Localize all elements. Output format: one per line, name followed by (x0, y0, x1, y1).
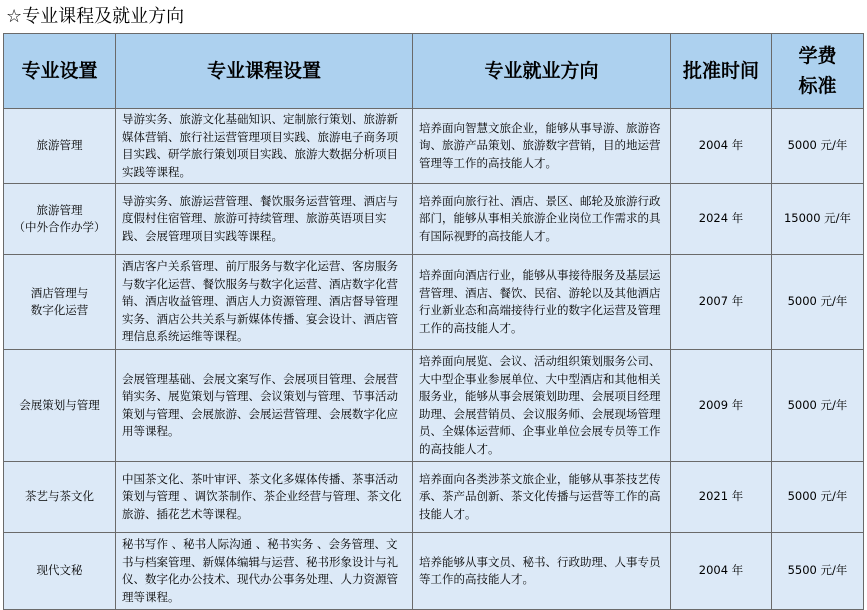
courses-cell: 会展管理基础、会展文案写作、会展项目管理、会展营销实务、展览策划与管理、会议策划与管理、节事活动策划与管理、会展旅游、会展运营管理、会展数字化应用等课程。 (116, 350, 413, 462)
table-row (4, 255, 864, 350)
employment-cell: 培养面向酒店行业，能够从事接待服务及基层运营管理、酒店、餐饮、民宿、游轮以及其他酒店行业新业态和高端接待行业的数字化运营及管理工作的高技能人才。 (413, 255, 671, 350)
major-cell: 酒店管理与 数字化运营 (4, 255, 116, 350)
major-cell: 旅游管理 （中外合作办学） (4, 184, 116, 255)
courses-cell: 中国茶文化、茶叶审评、茶文化多媒体传播、茶事活动策划与管理 、调饮茶制作、茶企业经营与管理、茶文化旅游、插花艺术等课程。 (116, 462, 413, 533)
courses-cell: 秘书写作 、秘书人际沟通 、秘书实务 、会务管理、文书与档案管理、新媒体编辑与运营、秘书形象设计与礼仪、数字化办公技术、现代办公事务处理、人力资源管理等课程。 (116, 533, 413, 610)
fee-cell: 5000 元/年 (772, 350, 864, 462)
table-row (4, 350, 864, 462)
year-cell: 2021 年 (671, 462, 772, 533)
table-row (4, 533, 864, 610)
courses-cell: 导游实务、旅游运营管理、餐饮服务运营管理、酒店与度假村住宿管理、旅游可持续管理、旅游英语项目实践、会展管理项目实践等课程。 (116, 184, 413, 255)
employment-cell: 培养面向各类涉茶文旅企业，能够从事茶技艺传承、茶产品创新、茶文化传播与运营等工作的高技能人才。 (413, 462, 671, 533)
fee-cell: 5000 元/年 (772, 109, 864, 184)
table-row (4, 184, 864, 255)
year-cell: 2009 年 (671, 350, 772, 462)
courses-cell: 导游实务、旅游文化基础知识、定制旅行策划、旅游新媒体营销、旅行社运营管理项目实践、旅游电子商务项目实践、研学旅行策划项目实践、旅游大数据分析项目实践等课程。 (116, 109, 413, 184)
page-title: ☆专业课程及就业方向 (6, 6, 185, 27)
header-approval-year: 批准时间 (671, 34, 772, 109)
table-row (4, 462, 864, 533)
major-cell: 会展策划与管理 (4, 350, 116, 462)
major-cell: 现代文秘 (4, 533, 116, 610)
courses-cell: 酒店客户关系管理、前厅服务与数字化运营、客房服务与数字化运营、餐饮服务与数字化运营、酒店数字化营销、酒店收益管理、酒店人力资源管理、酒店督导管理实务、酒店公共关系与新媒体传播、宴会设计、酒店管理信息系统运维等课程。 (116, 255, 413, 350)
major-cell: 茶艺与茶文化 (4, 462, 116, 533)
header-tuition: 学费 标准 (772, 34, 864, 109)
employment-cell: 培养面向智慧文旅企业，能够从事导游、旅游咨询、旅游产品策划、旅游数字营销，目的地运营管理等工作的高技能人才。 (413, 109, 671, 184)
table-header-row (4, 34, 864, 109)
year-cell: 2007 年 (671, 255, 772, 350)
employment-cell: 培养面向旅行社、酒店、景区、邮轮及旅游行政部门，能够从事相关旅游企业岗位工作需求的具有国际视野的高技能人才。 (413, 184, 671, 255)
program-table (3, 33, 864, 610)
year-cell: 2004 年 (671, 533, 772, 610)
year-cell: 2004 年 (671, 109, 772, 184)
employment-cell: 培养能够从事文员、秘书、行政助理、人事专员等工作的高技能人才。 (413, 533, 671, 610)
fee-cell: 5000 元/年 (772, 255, 864, 350)
major-cell: 旅游管理 (4, 109, 116, 184)
employment-cell: 培养面向展览、会议、活动组织策划服务公司、大中型企事业参展单位、大中型酒店和其他相关服务业，能够从事会展策划助理、会展项目经理助理、会展营销员、会议服务师、会展现场管理员、全媒体运营师、企事业单位会展专员等工作的高技能人才。 (413, 350, 671, 462)
header-major: 专业设置 (4, 34, 116, 109)
year-cell: 2024 年 (671, 184, 772, 255)
table-row (4, 109, 864, 184)
header-employment: 专业就业方向 (413, 34, 671, 109)
header-courses: 专业课程设置 (116, 34, 413, 109)
fee-cell: 5000 元/年 (772, 462, 864, 533)
fee-cell: 15000 元/年 (772, 184, 864, 255)
fee-cell: 5500 元/年 (772, 533, 864, 610)
